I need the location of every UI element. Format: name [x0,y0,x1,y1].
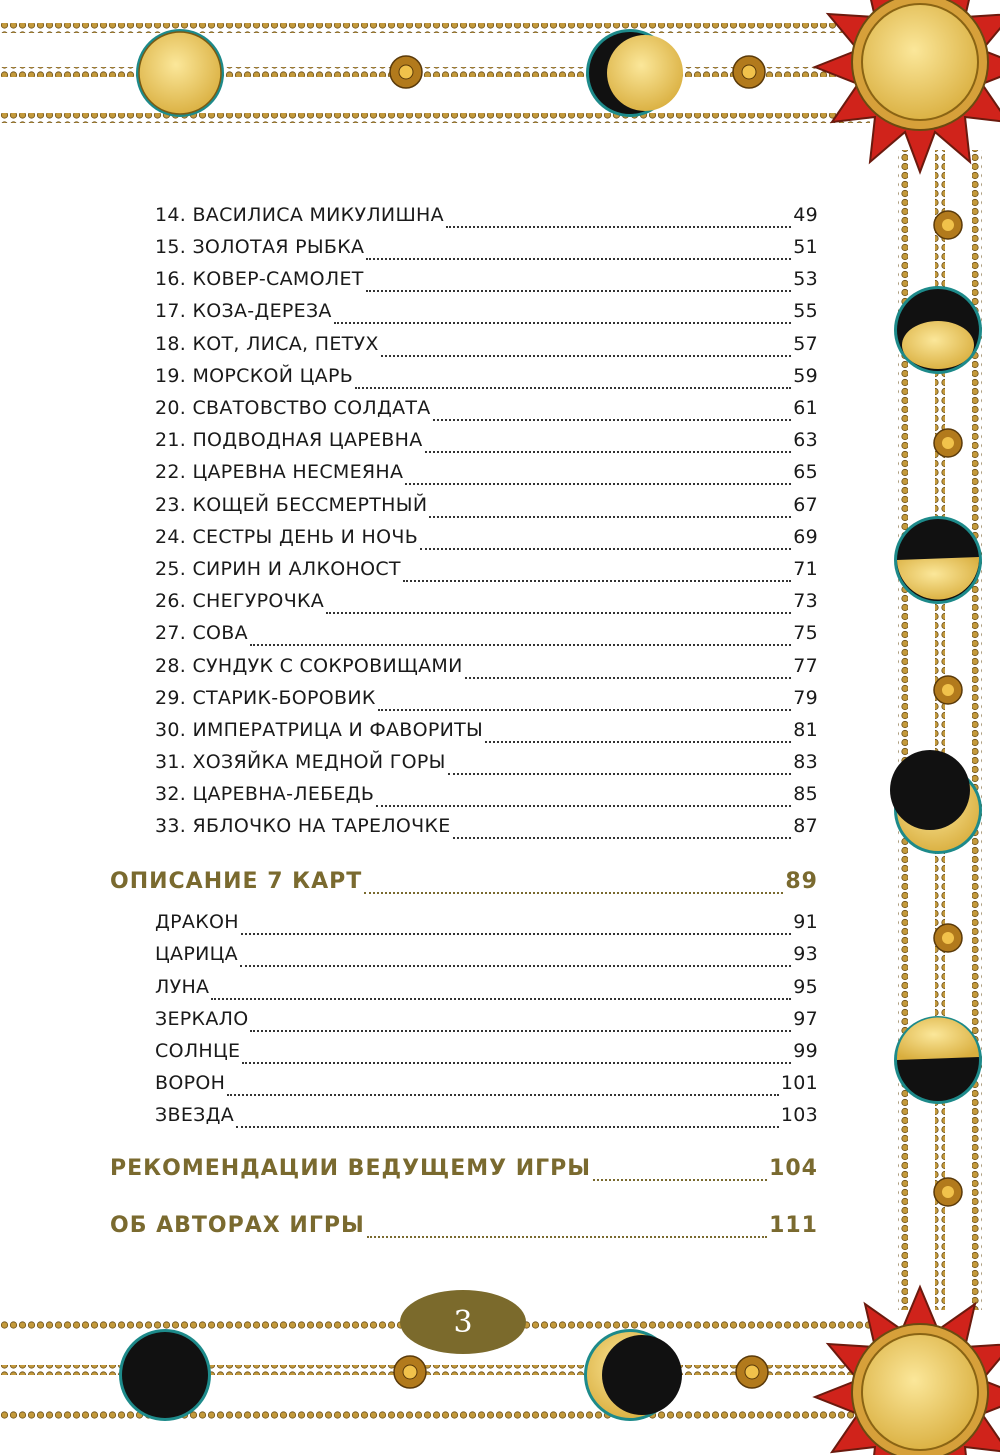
toc-entry[interactable] [155,751,818,781]
toc-entry-title: 31. ХОЗЯЙКА МЕДНОЙ ГОРЫ [155,751,446,773]
toc-leader-dots [446,225,791,228]
toc-leader-dots [405,482,791,485]
toc-entry-page: 85 [793,783,818,805]
toc-entry[interactable] [155,719,818,749]
toc-entry-title: ВОРОН [155,1072,226,1094]
toc-entry-page: 51 [793,236,818,258]
toc-entry-title: ДРАКОН [155,911,239,933]
toc-entry-page: 69 [793,526,818,548]
toc-entry-page: 53 [793,268,818,290]
toc-entry-title: 25. СИРИН И АЛКОНОСТ [155,558,401,580]
toc-section-title: ОПИСАНИЕ 7 КАРТ [110,869,363,894]
toc-entry[interactable] [155,943,818,973]
crescent-moon-icon [584,1329,682,1421]
toc-leader-dots [403,579,791,582]
toc-section-title: РЕКОМЕНДАЦИИ ВЕДУЩЕМУ ИГРЫ [110,1156,592,1181]
toc-section-recommendations[interactable] [110,1156,818,1186]
toc-entry-page: 93 [793,943,818,965]
crescent-moon-icon [586,29,683,117]
toc-entry[interactable] [155,461,818,491]
toc-entry[interactable] [155,526,818,556]
toc-leader-dots [420,547,791,550]
bead-medallion-icon [736,1356,768,1388]
toc-leader-dots [242,1061,791,1064]
toc-entry[interactable] [155,429,818,459]
toc-entry-title: ЦАРИЦА [155,943,238,965]
toc-entry-page: 87 [793,815,818,837]
toc-entry-page: 103 [780,1104,818,1126]
toc-section-page: 104 [769,1156,818,1181]
bead-medallion-icon [934,676,962,704]
half-moon-icon [894,1016,982,1104]
toc-entry-title: 14. ВАСИЛИСА МИКУЛИШНА [155,204,444,226]
bead-medallion-icon [934,211,962,239]
toc-entry-page: 97 [793,1008,818,1030]
toc-entry-title: 30. ИМПЕРАТРИЦА И ФАВОРИТЫ [155,719,484,741]
bead-medallion-icon [733,56,765,88]
toc-entry-title: 20. СВАТОВСТВО СОЛДАТА [155,397,431,419]
toc-entry-page: 63 [793,429,818,451]
toc-leader-dots [381,354,791,357]
bead-medallion-icon [934,924,962,952]
toc-entry-title: 16. КОВЕР-САМОЛЕТ [155,268,364,290]
toc-entry-page: 95 [793,976,818,998]
toc-leader-dots [240,964,791,967]
toc-leader-dots [334,321,791,324]
toc-entry[interactable] [155,365,818,395]
toc-entry-page: 101 [780,1072,818,1094]
toc-entry-page: 65 [793,461,818,483]
full-moon-icon [136,29,224,117]
toc-entry[interactable] [155,397,818,427]
toc-leader-dots [211,997,791,1000]
toc-leader-dots [433,418,792,421]
toc-leader-dots [448,772,791,775]
toc-entry[interactable] [155,622,818,652]
toc-entry-title: 18. КОТ, ЛИСА, ПЕТУХ [155,333,379,355]
toc-entry[interactable] [155,236,818,266]
toc-leader-dots [429,515,791,518]
toc-entry[interactable] [155,655,818,685]
toc-entry[interactable] [155,911,818,941]
toc-leader-dots [326,611,791,614]
toc-leader-dots [366,257,791,260]
toc-entry-page: 91 [793,911,818,933]
toc-entry-page: 75 [793,622,818,644]
toc-entry-page: 79 [793,687,818,709]
toc-leader-dots [485,740,791,743]
sun-icon [815,0,1000,172]
toc-section-authors[interactable] [110,1213,818,1243]
toc-leader-dots [453,836,792,839]
toc-leader-dots [366,289,792,292]
toc-entry-page: 57 [793,333,818,355]
toc-entry[interactable] [155,494,818,524]
toc-entry-title: 29. СТАРИК-БОРОВИК [155,687,376,709]
toc-entry-page: 49 [793,204,818,226]
toc-entry-title: ЗВЕЗДА [155,1104,235,1126]
toc-entry-page: 55 [793,300,818,322]
toc-leader-dots [378,708,792,711]
page-number: 3 [453,1304,473,1340]
toc-entry-page: 73 [793,590,818,612]
toc-entry-title: 17. КОЗА-ДЕРЕЗА [155,300,332,322]
toc-section-page: 89 [785,869,818,894]
toc-entry-title: ЛУНА [155,976,210,998]
toc-entry[interactable] [155,333,818,363]
toc-entry-page: 59 [793,365,818,387]
toc-section-page: 111 [769,1213,818,1238]
toc-leader-dots [376,804,791,807]
toc-entry[interactable] [155,687,818,717]
toc-leader-dots [355,386,791,389]
toc-entry-page: 61 [793,397,818,419]
toc-leader-dots [236,1125,779,1128]
bead-medallion-icon [934,1178,962,1206]
toc-entry[interactable] [155,590,818,620]
toc-entry-title: 32. ЦАРЕВНА-ЛЕБЕДЬ [155,783,375,805]
toc-entry-title: 27. СОВА [155,622,248,644]
toc-leader-dots [250,1029,791,1032]
toc-section-title: ОБ АВТОРАХ ИГРЫ [110,1213,365,1238]
toc-entry[interactable] [155,815,818,845]
toc-entry-page: 99 [793,1040,818,1062]
toc-entry[interactable] [155,1104,818,1134]
toc-entry-page: 71 [793,558,818,580]
toc-entry[interactable] [155,558,818,588]
toc-entry[interactable] [155,783,818,813]
bead-medallion-icon [394,1356,426,1388]
toc-entry-title: ЗЕРКАЛО [155,1008,249,1030]
toc-entry[interactable] [155,1072,818,1102]
page-number-badge [400,1290,526,1354]
toc-leader-dots [367,1235,767,1238]
toc-leader-dots [425,450,792,453]
toc-leader-dots [593,1178,767,1181]
new-moon-icon [119,1329,211,1421]
bead-medallion-icon [934,429,962,457]
toc-leader-dots [227,1093,779,1096]
toc-entry-page: 67 [793,494,818,516]
toc-entry-title: 23. КОЩЕЙ БЕССМЕРТНЫЙ [155,494,428,516]
toc-entry[interactable] [155,204,818,234]
toc-leader-dots [364,891,783,894]
toc-entry-title: 15. ЗОЛОТАЯ РЫБКА [155,236,365,258]
toc-entry[interactable] [155,268,818,298]
toc-entry-title: 33. ЯБЛОЧКО НА ТАРЕЛОЧКЕ [155,815,451,837]
toc-entry-title: 22. ЦАРЕВНА НЕСМЕЯНА [155,461,404,483]
toc-entry[interactable] [155,1040,818,1070]
toc-leader-dots [465,676,792,679]
half-moon-icon [894,516,982,604]
toc-entry-title: 24. СЕСТРЫ ДЕНЬ И НОЧЬ [155,526,419,548]
toc-entry-page: 77 [793,655,818,677]
toc-entry[interactable] [155,1008,818,1038]
toc-entry[interactable] [155,300,818,330]
toc-entry-page: 83 [793,751,818,773]
toc-entry-title: 21. ПОДВОДНАЯ ЦАРЕВНА [155,429,423,451]
toc-leader-dots [241,932,791,935]
toc-entry[interactable] [155,976,818,1006]
toc-section-cards[interactable] [110,869,818,899]
toc-leader-dots [250,643,791,646]
toc-entry-title: 26. СНЕГУРОЧКА [155,590,325,612]
toc-entry-title: 28. СУНДУК С СОКРОВИЩАМИ [155,655,463,677]
moon-phase-icon [894,286,982,374]
toc-entry-title: СОЛНЦЕ [155,1040,241,1062]
bead-medallion-icon [390,56,422,88]
toc-entry-title: 19. МОРСКОЙ ЦАРЬ [155,365,354,387]
toc-entry-page: 81 [793,719,818,741]
